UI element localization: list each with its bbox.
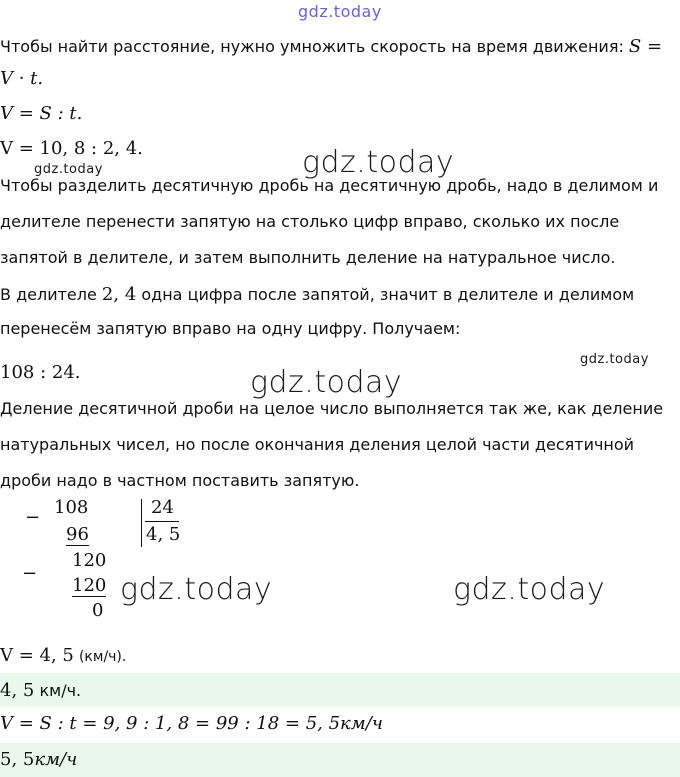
remainder-final: 0 bbox=[92, 600, 104, 621]
remainder-1: 120 bbox=[72, 550, 107, 571]
quotient: 4, 5 bbox=[146, 524, 181, 545]
watermark-small: gdz.today bbox=[580, 352, 649, 367]
paragraph-decimal-division-1: Чтобы разделить десятичную дробь на десятичную дробь, надо в делимом и bbox=[0, 176, 659, 195]
watermark-large: gdz.today bbox=[250, 365, 403, 400]
divisor-inline: 2, 4 bbox=[101, 284, 137, 305]
formula-natural-division: 108 : 24. bbox=[0, 362, 81, 383]
result-speed-value: V = 4, 5 bbox=[0, 645, 74, 666]
answer-box-1 bbox=[0, 673, 680, 707]
text-divisor-post: одна цифра после запятой, значит в делителе и делимом bbox=[136, 285, 635, 304]
answer-1 bbox=[0, 680, 81, 701]
watermark-small: gdz.today bbox=[34, 162, 103, 177]
watermark-large: gdz.today bbox=[120, 572, 273, 607]
quotient-line bbox=[145, 521, 179, 522]
formula-speed-values: V = 10, 8 : 2, 4. bbox=[0, 138, 143, 159]
divisor: 24 bbox=[151, 497, 174, 518]
watermark-top: gdz.today bbox=[298, 2, 382, 21]
paragraph-shift-comma: перенесём запятую вправо на одну цифру. Получаем: bbox=[0, 319, 461, 338]
answer-1-value: 4, 5 bbox=[0, 680, 35, 701]
minus-sign: − bbox=[25, 507, 41, 528]
formula-alternative-expr: V = S : t = 9, 9 : 1, 8 = 99 : 18 = 5, 5 bbox=[0, 713, 341, 734]
formula-speed: V = S : t. bbox=[0, 103, 83, 124]
result-speed bbox=[0, 645, 126, 666]
paragraph-decimal-division-3: запятой в делителе, и затем выполнить деление на натуральное число. bbox=[0, 248, 616, 267]
paragraph-decimal-division-2: делителе перенести запятую на столько цифр вправо, сколько их после bbox=[0, 212, 620, 231]
subtrahend-1: 96 bbox=[66, 524, 89, 545]
answer-box-2 bbox=[0, 743, 680, 777]
formula-alternative-unit: км/ч bbox=[340, 713, 383, 734]
paragraph-divisor bbox=[0, 284, 634, 305]
paragraph-integer-division-1: Деление десятичной дроби на целое число выполняется так же, как деление bbox=[0, 399, 664, 418]
formula-alternative bbox=[0, 713, 383, 734]
paragraph-integer-division-2: натуральных чисел, но после окончания деления целой части десятичной bbox=[0, 435, 635, 454]
text-divisor-pre: В делителе bbox=[0, 285, 102, 304]
watermark-large: gdz.today bbox=[453, 572, 606, 607]
answer-2 bbox=[0, 749, 77, 770]
formula-distance: V · t. bbox=[0, 68, 44, 89]
paragraph-integer-division-3: дроби надо в частном поставить запятую. bbox=[0, 471, 360, 490]
answer-2-unit: км/ч bbox=[34, 749, 78, 770]
watermark-large: gdz.today bbox=[302, 145, 455, 180]
formula-distance-tail: S = bbox=[628, 36, 663, 57]
text-distance-rule: Чтобы найти расстояние, нужно умножить скорость на время движения: bbox=[0, 37, 624, 56]
division-bracket bbox=[141, 499, 142, 547]
paragraph-distance bbox=[0, 36, 662, 57]
minus-sign: − bbox=[22, 563, 38, 584]
answer-1-unit: км/ч. bbox=[39, 681, 82, 700]
subtrahend-2: 120 bbox=[72, 575, 107, 596]
result-speed-unit: (км/ч). bbox=[78, 649, 127, 665]
answer-2-value: 5, 5 bbox=[0, 749, 35, 770]
dividend: 108 bbox=[54, 497, 89, 518]
